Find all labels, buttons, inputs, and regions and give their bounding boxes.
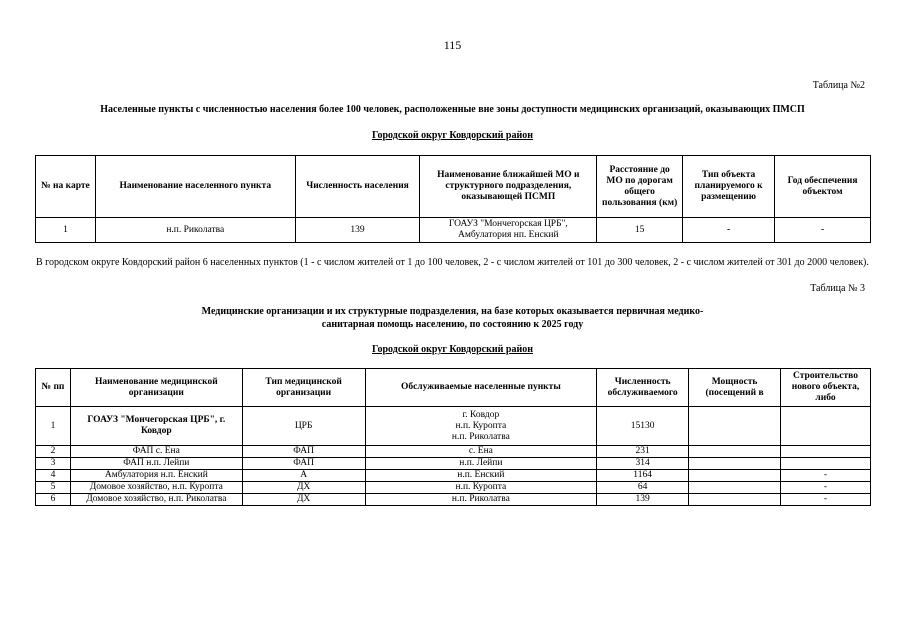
cell-settlement-item: г. Ковдор — [462, 409, 500, 420]
cell-settlement-item: н.п. Куропта — [455, 482, 507, 492]
table-row — [36, 407, 871, 446]
cell-type: ДХ — [242, 482, 365, 494]
table2-title: Населенные пункты с численностью населения более 100 человек, расположенные вне зоны доступности медицинских организаций, оказывающих ПМСП — [100, 104, 805, 115]
cell-settlement-item: н.п. Куропта — [455, 420, 507, 431]
cell-capacity — [689, 482, 781, 494]
table2-header-year: Год обеспечения объектом — [775, 156, 871, 218]
cell-name: ФАП с. Ёна — [70, 446, 242, 458]
table3-body — [36, 407, 871, 506]
cell-capacity — [689, 407, 781, 446]
cell-settlement-item: н.п. Лейпи — [459, 458, 503, 468]
cell-num: 3 — [36, 458, 71, 470]
cell-population: 139 — [295, 218, 420, 243]
cell-name: Домовое хозяйство, н.п. Риколатва — [70, 494, 242, 506]
cell-name: Амбулатория н.п. Ёнский — [70, 470, 242, 482]
table3-header-num: № пп — [36, 369, 71, 407]
cell-settlements — [365, 494, 597, 506]
table-row — [36, 446, 871, 458]
table3-caption: Таблица № 3 — [810, 283, 865, 294]
table3 — [35, 368, 871, 506]
table3-header-construction: Строительство нового объекта, либо — [781, 369, 871, 407]
cell-population: 1164 — [597, 470, 689, 482]
table2-header-distance: Расстояние до МО по дорогам общего пользования (км) — [597, 156, 683, 218]
cell-settlements — [365, 407, 597, 446]
table2-caption: Таблица №2 — [812, 80, 865, 91]
table2-header-mo: Наименование ближайшей МО и структурного подразделения, оказывающей ПСМП — [420, 156, 597, 218]
cell-settlement-item: н.п. Ёнский — [457, 470, 505, 480]
table3-header-settlements: Обслуживаемые населенные пункты — [365, 369, 597, 407]
cell-name: ГОАУЗ "Мончегорская ЦРБ", г. Ковдор — [70, 407, 242, 446]
cell-num: 2 — [36, 446, 71, 458]
cell-name: н.п. Риколатва — [95, 218, 295, 243]
table3-header-capacity: Мощность (посещений в — [689, 369, 781, 407]
table-row — [36, 494, 871, 506]
cell-mo-line2: Амбулатория нп. Енский — [458, 230, 559, 240]
cell-construction: - — [781, 482, 871, 494]
table2-header-type: Тип объекта планируемого к размещению — [683, 156, 775, 218]
cell-capacity — [689, 446, 781, 458]
table3-header-population: Численность обслуживаемого — [597, 369, 689, 407]
cell-capacity — [689, 494, 781, 506]
cell-settlements — [365, 482, 597, 494]
cell-num: 4 — [36, 470, 71, 482]
table3-title-line2: санитарная помощь населению, по состоянию к 2025 году — [321, 319, 584, 330]
cell-num: 6 — [36, 494, 71, 506]
table2 — [35, 155, 871, 243]
cell-settlements — [365, 458, 597, 470]
table3-header-name: Наименование медицинской организации — [70, 369, 242, 407]
cell-type: ЦРБ — [242, 407, 365, 446]
table3-subtitle: Городской округ Ковдорский район — [372, 344, 533, 355]
cell-construction — [781, 458, 871, 470]
cell-population: 314 — [597, 458, 689, 470]
cell-construction — [781, 407, 871, 446]
cell-num: 1 — [36, 218, 96, 243]
cell-num: 1 — [36, 407, 71, 446]
cell-population: 139 — [597, 494, 689, 506]
cell-capacity — [689, 458, 781, 470]
table3-header-type: Тип медицинской организации — [242, 369, 365, 407]
table-row — [36, 218, 871, 243]
cell-year: - — [775, 218, 871, 243]
cell-type: ДХ — [242, 494, 365, 506]
table2-header-row — [36, 156, 871, 218]
table3-title-line1: Медицинские организации и их структурные подразделения, на базе которых оказывается первичная медико- — [201, 306, 704, 317]
table-row — [36, 470, 871, 482]
cell-settlements — [365, 446, 597, 458]
cell-population: 231 — [597, 446, 689, 458]
cell-type: ФАП — [242, 446, 365, 458]
cell-settlement-item: н.п. Риколатва — [451, 431, 510, 442]
cell-construction: - — [781, 494, 871, 506]
table2-header-population: Численность населения — [295, 156, 420, 218]
cell-population: 64 — [597, 482, 689, 494]
cell-type: ФАП — [242, 458, 365, 470]
cell-name: Домовое хозяйство, н.п. Куропта — [70, 482, 242, 494]
table2-header-name: Наименование населенного пункта — [95, 156, 295, 218]
cell-settlement-item: с. Ёна — [468, 446, 493, 456]
cell-distance: 15 — [597, 218, 683, 243]
table3-header-row — [36, 369, 871, 407]
table-row — [36, 458, 871, 470]
cell-construction — [781, 446, 871, 458]
cell-name: ФАП н.п. Лейпи — [70, 458, 242, 470]
cell-type: - — [683, 218, 775, 243]
cell-num: 5 — [36, 482, 71, 494]
cell-type: А — [242, 470, 365, 482]
table2-header-num: № на карте — [36, 156, 96, 218]
cell-construction: - — [781, 470, 871, 482]
table2-subtitle: Городской округ Ковдорский район — [372, 130, 533, 141]
page-number: 115 — [443, 38, 462, 52]
cell-settlements — [365, 470, 597, 482]
cell-settlement-item: н.п. Риколатва — [451, 494, 510, 504]
cell-population: 15130 — [597, 407, 689, 446]
cell-mo-line1: ГОАУЗ "Мончегорская ЦРБ", — [448, 219, 568, 229]
cell-mo — [420, 218, 597, 243]
table2-note: В городском округе Ковдорский район 6 населенных пунктов (1 - с числом жителей от 1 до 100 человек, 2 - с числом жителей от 101 до 300 человек, 2 - с числом жителей от 301 до 2000 человек). — [36, 257, 869, 268]
table-row — [36, 482, 871, 494]
cell-capacity — [689, 470, 781, 482]
